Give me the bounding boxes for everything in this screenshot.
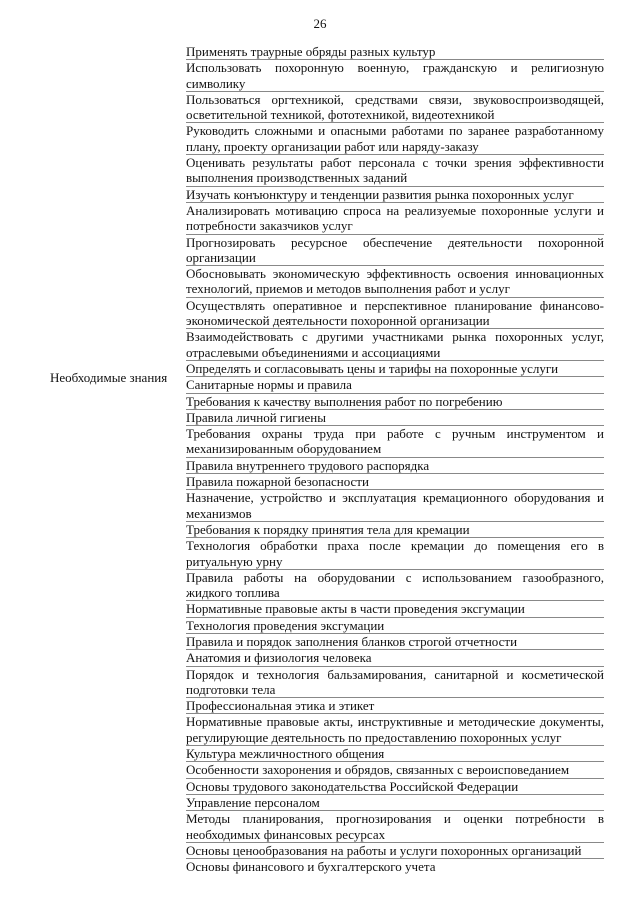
knowledge-item: Основы финансового и бухгалтерского учета: [186, 859, 436, 875]
knowledge-item: Культура межличностного общения: [186, 746, 604, 762]
skill-item: Определять и согласовывать цены и тарифы на похоронные услуги: [186, 361, 604, 377]
skill-item: Применять траурные обряды разных культур: [186, 44, 604, 60]
knowledge-item: Профессиональная этика и этикет: [186, 698, 604, 714]
skill-item: Взаимодействовать с другими участниками рынка похоронных услуг, отраслевыми объединениями и ассоциациями: [186, 329, 604, 360]
skill-item: Обосновывать экономическую эффективность освоения инновационных технологий, приемов и методов выполнения работ и услуг: [186, 266, 604, 297]
knowledge-item: Требования охраны труда при работе с ручным инструментом и механизированным оборудованием: [186, 426, 604, 457]
skill-item: Прогнозировать ресурсное обеспечение деятельности похоронной организации: [186, 234, 604, 265]
section-label-knowledge: Необходимые знания: [50, 370, 168, 385]
knowledge-item: Требования к порядку принятия тела для кремации: [186, 522, 604, 538]
knowledge-item: Назначение, устройство и эксплуатация кремационного оборудования и механизмов: [186, 490, 604, 521]
table-column-items: [186, 44, 604, 874]
knowledge-item: Правила личной гигиены: [186, 410, 604, 426]
knowledge-item: Санитарные нормы и правила: [186, 377, 604, 393]
knowledge-item: Правила и порядок заполнения бланков строгой отчетности: [186, 634, 604, 650]
knowledge-item: Правила работы на оборудовании с использованием газообразного, жидкого топлива: [186, 569, 604, 601]
knowledge-item: Анатомия и физиология человека: [186, 650, 604, 666]
knowledge-item: Особенности захоронения и обрядов, связанных с вероисповеданием: [186, 762, 604, 778]
knowledge-item: Нормативные правовые акты, инструктивные и методические документы, регулирующие деятельность по предоставлению похоронных услуг: [186, 714, 604, 745]
skill-item: Изучать конъюнктуру и тенденции развития рынка похоронных услуг: [186, 187, 604, 203]
knowledge-item: Технология обработки праха после кремации до помещения его в ритуальную урну: [186, 538, 604, 569]
skill-item: Использовать похоронную военную, гражданскую и религиозную символику: [186, 60, 604, 91]
knowledge-item: Управление персоналом: [186, 795, 604, 811]
skill-item: Руководить сложными и опасными работами по заранее разработанному плану, проекту организации работ или наряду-заказу: [186, 123, 604, 154]
knowledge-item: Требования к качеству выполнения работ по погребению: [186, 394, 604, 410]
skill-item: Анализировать мотивацию спроса на реализуемые похоронные услуги и потребности заказчиков услуг: [186, 202, 604, 234]
skill-item: Осуществлять оперативное и перспективное планирование финансово-экономической деятельности похоронной организации: [186, 297, 604, 329]
knowledge-item: Основы ценообразования на работы и услуги похоронных организаций: [186, 843, 604, 859]
knowledge-item: Технология проведения эксгумации: [186, 618, 604, 634]
skill-item: Оценивать результаты работ персонала с точки зрения эффективности выполнения производственных заданий: [186, 155, 604, 186]
knowledge-item: Порядок и технология бальзамирования, санитарной и косметической подготовки тела: [186, 666, 604, 697]
skill-item: Пользоваться оргтехникой, средствами связи, звуковоспроизводящей, осветительной техникой, фототехникой, видеотехникой: [186, 91, 604, 123]
knowledge-item: Нормативные правовые акты в части проведения эксгумации: [186, 601, 604, 617]
knowledge-item: Методы планирования, прогнозирования и оценки потребности в необходимых финансовых ресурсах: [186, 811, 604, 842]
knowledge-item: Правила внутреннего трудового распорядка: [186, 458, 604, 474]
knowledge-item: Основы трудового законодательства Российской Федерации: [186, 779, 604, 795]
knowledge-item: Правила пожарной безопасности: [186, 474, 604, 490]
page-number: 26: [313, 16, 327, 31]
